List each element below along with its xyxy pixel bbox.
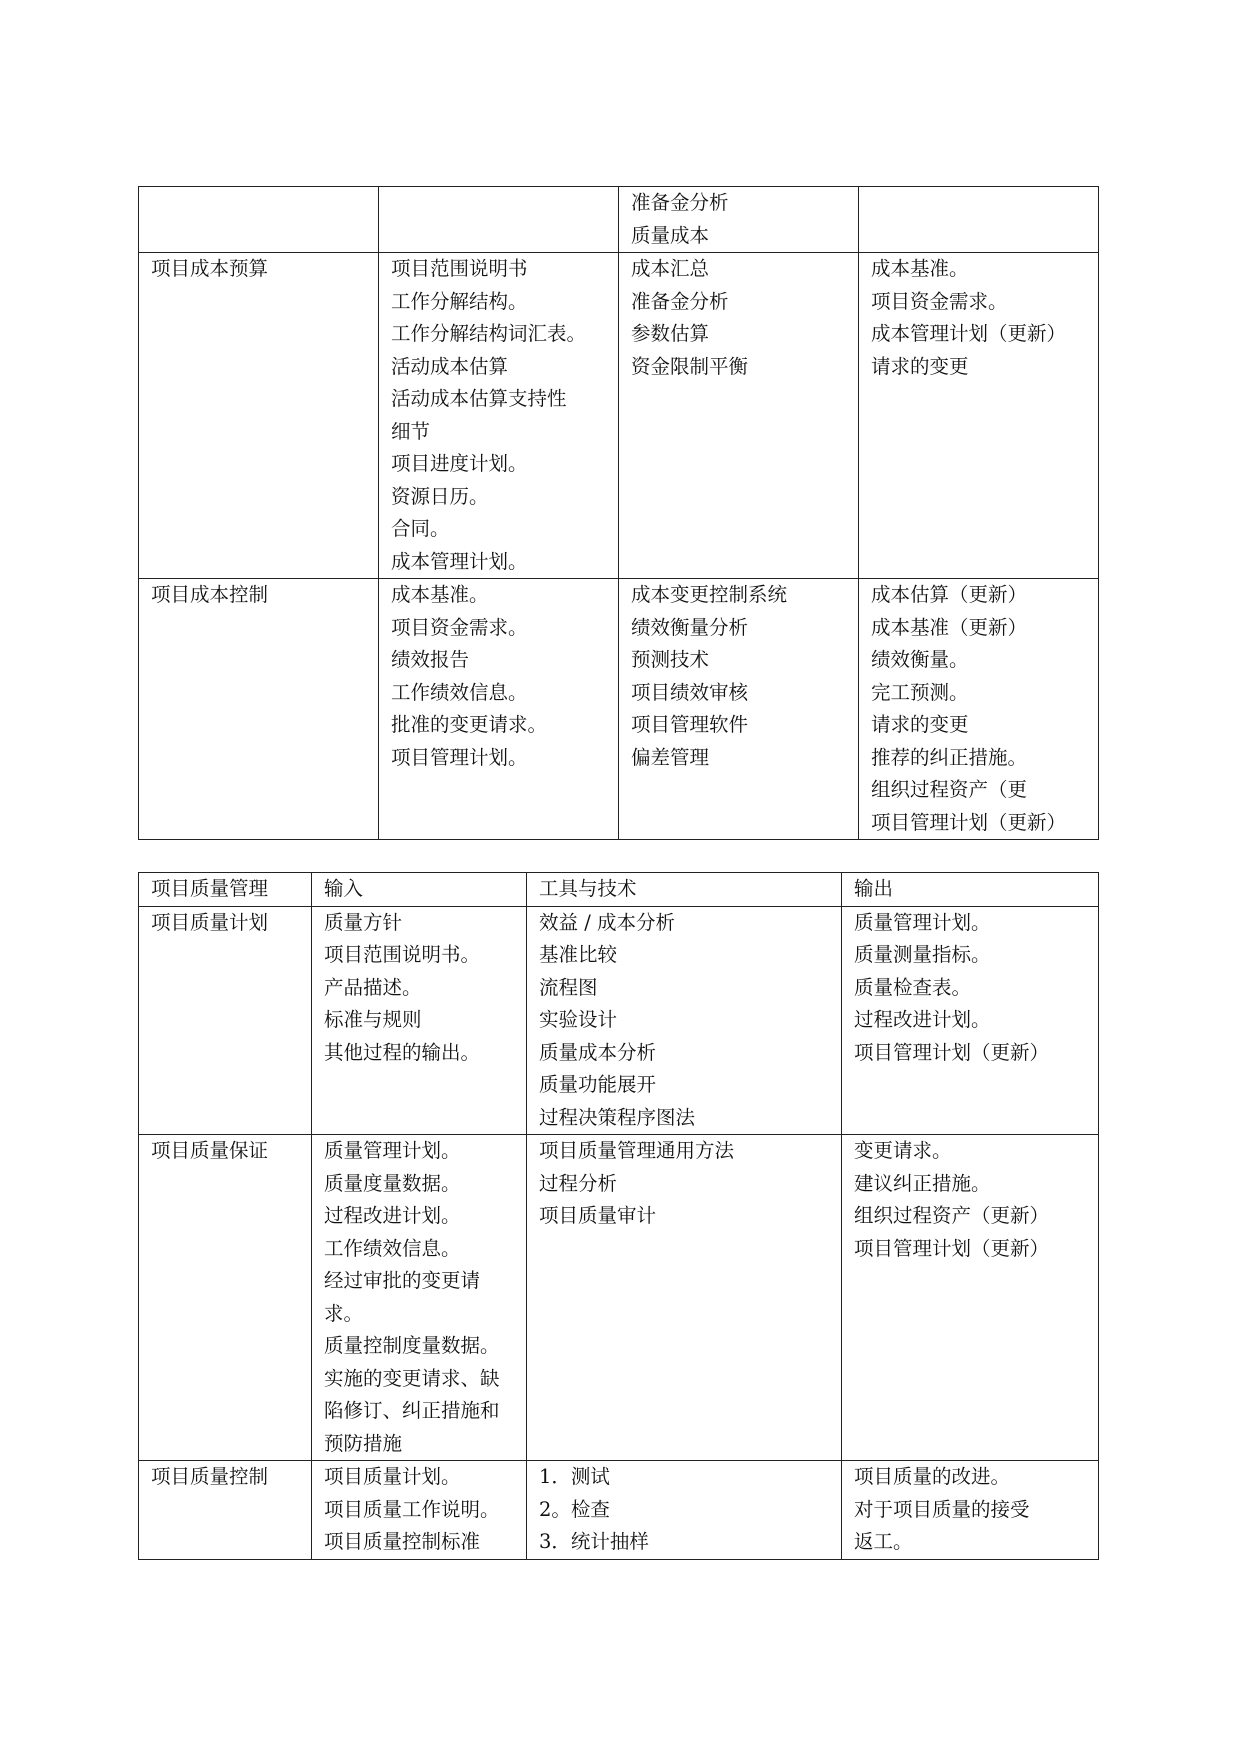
outputs-item: 质量管理计划。 (854, 910, 991, 934)
inputs-item: 资源日历。 (391, 484, 489, 508)
outputs-item: 成本估算（更新） (871, 583, 1028, 606)
tools-item: 资金限制平衡 (631, 354, 749, 378)
tools-item: 过程决策程序图法 (539, 1105, 696, 1129)
outputs-cell (842, 1461, 1099, 1560)
process-name: 项目质量保证 (151, 1139, 269, 1162)
outputs-item: 返工。 (854, 1530, 913, 1553)
tools-item: 质量功能展开 (539, 1073, 657, 1096)
outputs-item: 完工预测。 (871, 680, 969, 704)
inputs-item: 过程改进计划。 (324, 1204, 461, 1227)
process-cell (139, 187, 379, 253)
process-name: 项目质量控制 (151, 1465, 269, 1488)
inputs-item: 实施的变更请求、缺 (324, 1366, 500, 1390)
inputs-item: 项目质量计划。 (324, 1465, 461, 1488)
outputs-item: 项目管理计划（更新） (854, 1040, 1050, 1064)
tools-cell (619, 579, 859, 840)
table-row (139, 1461, 1099, 1560)
outputs-cell (842, 906, 1099, 1135)
outputs-cell (859, 253, 1099, 579)
tools-item: 项目管理软件 (631, 713, 749, 736)
inputs-item: 工作绩效信息。 (324, 1236, 461, 1260)
tools-item: 实验设计 (539, 1008, 618, 1031)
outputs-item: 成本基准。 (871, 257, 969, 280)
table-row (139, 1135, 1099, 1461)
tools-item: 项目质量管理通用方法 (539, 1139, 735, 1162)
outputs-item: 对于项目质量的接受 (854, 1497, 1030, 1521)
cost-table-body (139, 187, 1099, 840)
tools-cell (527, 906, 842, 1135)
process-cell (139, 1135, 312, 1461)
outputs-item: 请求的变更 (871, 354, 969, 378)
tools-item: 质量成本 (631, 223, 710, 247)
tools-item: 准备金分析 (631, 191, 729, 214)
process-name: 项目质量计划 (151, 910, 269, 934)
header-inputs: 输入 (312, 873, 527, 907)
inputs-item: 工作绩效信息。 (391, 680, 528, 704)
inputs-item: 预防措施 (324, 1431, 403, 1455)
inputs-item: 求。 (324, 1301, 364, 1325)
tools-item: 准备金分析 (631, 289, 729, 313)
inputs-item: 成本管理计划。 (391, 549, 528, 573)
inputs-item: 项目范围说明书 (391, 257, 528, 280)
tools-item: 预测技术 (631, 648, 710, 671)
outputs-cell (859, 579, 1099, 840)
outputs-item: 项目管理计划（更新） (854, 1236, 1050, 1260)
tools-item: 质量成本分析 (539, 1040, 657, 1064)
outputs-item: 质量检查表。 (854, 975, 972, 999)
process-cell (139, 253, 379, 579)
process-cell (139, 906, 312, 1135)
inputs-item: 绩效报告 (391, 648, 470, 671)
table-row (139, 906, 1099, 1135)
inputs-cell (312, 906, 527, 1135)
table-row (139, 579, 1099, 840)
tools-item: 项目绩效审核 (631, 680, 749, 704)
table-row (139, 187, 1099, 253)
tools-item: 偏差管理 (631, 745, 710, 769)
outputs-item: 成本基准（更新） (871, 615, 1028, 639)
inputs-item: 项目管理计划。 (391, 745, 528, 769)
tools-item: 成本汇总 (631, 257, 710, 280)
tools-cell (619, 187, 859, 253)
tools-item: 成本变更控制系统 (631, 583, 788, 606)
outputs-item: 项目管理计划（更新） (871, 810, 1067, 834)
outputs-item: 变更请求。 (854, 1139, 952, 1162)
process-name: 项目成本控制 (151, 583, 269, 606)
tools-item: 项目质量审计 (539, 1204, 657, 1227)
inputs-item: 工作分解结构。 (391, 289, 528, 313)
tools-item: 流程图 (539, 975, 598, 999)
cost-management-table (138, 186, 1099, 840)
outputs-item: 项目质量的改进。 (854, 1465, 1011, 1488)
tools-item: 效益 / 成本分析 (539, 910, 675, 934)
inputs-item: 项目范围说明书。 (324, 943, 481, 966)
outputs-item: 项目资金需求。 (871, 289, 1008, 313)
inputs-item: 活动成本估算支持性 (391, 387, 567, 410)
tools-item: 过程分析 (539, 1171, 618, 1195)
inputs-item: 细节 (391, 419, 431, 443)
outputs-cell (842, 1135, 1099, 1461)
tools-cell (619, 253, 859, 579)
inputs-item: 质量管理计划。 (324, 1139, 461, 1162)
inputs-item: 批准的变更请求。 (391, 713, 548, 736)
process-cell (139, 579, 379, 840)
outputs-cell (859, 187, 1099, 253)
quality-management-table (138, 872, 1099, 1560)
tools-item: 参数估算 (631, 322, 710, 345)
inputs-cell (379, 579, 619, 840)
outputs-item: 建议纠正措施。 (854, 1171, 991, 1195)
inputs-cell (312, 1135, 527, 1461)
outputs-item: 请求的变更 (871, 713, 969, 736)
tools-item: 绩效衡量分析 (631, 615, 749, 639)
inputs-cell (379, 253, 619, 579)
inputs-item: 合同。 (391, 517, 450, 540)
tools-cell (527, 1135, 842, 1461)
inputs-item: 标准与规则 (324, 1008, 422, 1031)
outputs-item: 过程改进计划。 (854, 1008, 991, 1031)
tools-item: 2。检查 (539, 1497, 610, 1521)
process-name: 项目成本预算 (151, 257, 269, 280)
outputs-item: 组织过程资产（更新） (854, 1204, 1050, 1227)
tools-item: 3．统计抽样 (539, 1530, 649, 1553)
inputs-item: 成本基准。 (391, 583, 489, 606)
inputs-item: 项目进度计划。 (391, 452, 528, 475)
inputs-cell (379, 187, 619, 253)
quality-table-body (139, 906, 1099, 1559)
outputs-item: 质量测量指标。 (854, 943, 991, 966)
inputs-item: 经过审批的变更请 (324, 1269, 481, 1292)
inputs-item: 质量度量数据。 (324, 1171, 461, 1195)
outputs-item: 推荐的纠正措施。 (871, 745, 1028, 769)
inputs-item: 产品描述。 (324, 975, 422, 999)
tools-cell (527, 1461, 842, 1560)
tools-item: 基准比较 (539, 943, 618, 966)
outputs-item: 成本管理计划（更新） (871, 322, 1067, 345)
inputs-item: 工作分解结构词汇表。 (391, 322, 587, 345)
inputs-item: 陷修订、纠正措施和 (324, 1399, 500, 1422)
inputs-item: 质量控制度量数据。 (324, 1334, 500, 1357)
header-process: 项目质量管理 (139, 873, 312, 907)
process-cell (139, 1461, 312, 1560)
outputs-item: 绩效衡量。 (871, 648, 969, 671)
header-tools: 工具与技术 (527, 873, 842, 907)
outputs-item: 组织过程资产（更 (871, 778, 1028, 801)
inputs-item: 质量方针 (324, 910, 403, 934)
inputs-item: 活动成本估算 (391, 354, 509, 378)
header-outputs: 输出 (842, 873, 1099, 907)
inputs-item: 项目资金需求。 (391, 615, 528, 639)
inputs-cell (312, 1461, 527, 1560)
header-row (139, 873, 1099, 907)
inputs-item: 项目质量工作说明。 (324, 1497, 500, 1521)
tools-item: 1．测试 (539, 1465, 610, 1488)
inputs-item: 其他过程的输出。 (324, 1040, 481, 1064)
inputs-item: 项目质量控制标准 (324, 1530, 481, 1553)
table-row (139, 253, 1099, 579)
